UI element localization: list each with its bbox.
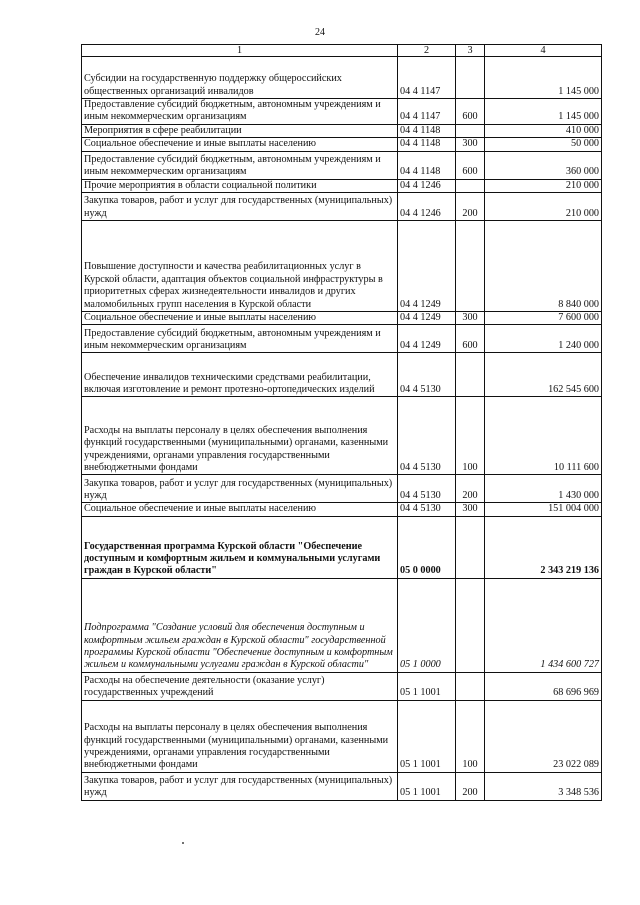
row-code-cell: 04 4 1249 bbox=[398, 221, 456, 312]
budget-table bbox=[81, 44, 602, 801]
row-vr-cell: 600 bbox=[456, 99, 485, 125]
row-vr-cell: 100 bbox=[456, 397, 485, 475]
row-amount-cell: 151 004 000 bbox=[485, 503, 602, 516]
row-code-cell: 04 4 5130 bbox=[398, 475, 456, 503]
row-code-cell: 05 1 1001 bbox=[398, 700, 456, 772]
row-name-cell: Мероприятия в сфере реабилитации bbox=[82, 124, 398, 137]
row-code-cell: 04 4 1147 bbox=[398, 99, 456, 125]
row-code-cell: 04 4 1246 bbox=[398, 179, 456, 192]
header-cell-amount: 4 bbox=[485, 45, 602, 57]
table-row bbox=[82, 475, 602, 503]
table-row bbox=[82, 516, 602, 578]
row-vr-cell: 200 bbox=[456, 193, 485, 221]
row-name-cell: Предоставление субсидий бюджетным, автономным учреждениям и иным некоммерческим организациям bbox=[82, 99, 398, 125]
row-name-cell: Предоставление субсидий бюджетным, автономным учреждениям и иным некоммерческим организациям bbox=[82, 151, 398, 179]
row-name-cell: Расходы на выплаты персоналу в целях обеспечения выполнения функций государственными (муниципальными) органами, казенными учреждениями, органами управления государственными внебюджетными фондами bbox=[82, 700, 398, 772]
row-amount-cell: 210 000 bbox=[485, 193, 602, 221]
row-vr-cell bbox=[456, 179, 485, 192]
row-code-cell: 04 4 1246 bbox=[398, 193, 456, 221]
row-vr-cell bbox=[456, 57, 485, 99]
scan-speck bbox=[182, 842, 184, 844]
table-row bbox=[82, 151, 602, 179]
table-row bbox=[82, 503, 602, 516]
row-name-cell: Обеспечение инвалидов техническими средствами реабилитации, включая изготовление и ремонт протезно-ортопедических изделий bbox=[82, 353, 398, 397]
row-vr-cell: 200 bbox=[456, 772, 485, 800]
row-name-cell: Субсидии на государственную поддержку общероссийских общественных организаций инвалидов bbox=[82, 57, 398, 99]
row-amount-cell: 210 000 bbox=[485, 179, 602, 192]
table-row bbox=[82, 99, 602, 125]
row-code-cell: 05 1 1001 bbox=[398, 772, 456, 800]
row-code-cell: 04 4 5130 bbox=[398, 503, 456, 516]
row-amount-cell: 162 545 600 bbox=[485, 353, 602, 397]
header-cell-vr: 3 bbox=[456, 45, 485, 57]
table-row bbox=[82, 397, 602, 475]
row-name-cell: Социальное обеспечение и иные выплаты населению bbox=[82, 312, 398, 325]
row-amount-cell: 1 430 000 bbox=[485, 475, 602, 503]
table-row bbox=[82, 772, 602, 800]
row-name-cell: Прочие мероприятия в области социальной политики bbox=[82, 179, 398, 192]
table-row bbox=[82, 179, 602, 192]
row-amount-cell: 1 240 000 bbox=[485, 325, 602, 353]
table-row bbox=[82, 124, 602, 137]
row-name-cell: Предоставление субсидий бюджетным, автономным учреждениям и иным некоммерческим организациям bbox=[82, 325, 398, 353]
row-vr-cell bbox=[456, 353, 485, 397]
table-row bbox=[82, 193, 602, 221]
row-code-cell: 04 4 1147 bbox=[398, 57, 456, 99]
row-name-cell: Социальное обеспечение и иные выплаты населению bbox=[82, 503, 398, 516]
table-row bbox=[82, 221, 602, 312]
row-name-cell: Подпрограмма "Создание условий для обеспечения доступным и комфортным жильем граждан в Курской области" государственной программы Курской области "Обеспечение доступным и комфортным жильем и коммунальными услугами граждан в Курской области" bbox=[82, 578, 398, 672]
row-amount-cell: 1 145 000 bbox=[485, 57, 602, 99]
row-vr-cell bbox=[456, 578, 485, 672]
row-amount-cell: 8 840 000 bbox=[485, 221, 602, 312]
row-name-cell: Закупка товаров, работ и услуг для государственных (муниципальных) нужд bbox=[82, 772, 398, 800]
table-row bbox=[82, 578, 602, 672]
table-row bbox=[82, 700, 602, 772]
row-amount-cell: 10 111 600 bbox=[485, 397, 602, 475]
row-amount-cell: 50 000 bbox=[485, 138, 602, 151]
table-header-row bbox=[82, 45, 602, 57]
row-amount-cell: 1 145 000 bbox=[485, 99, 602, 125]
row-name-cell: Закупка товаров, работ и услуг для государственных (муниципальных) нужд bbox=[82, 193, 398, 221]
table-row bbox=[82, 138, 602, 151]
table-row bbox=[82, 325, 602, 353]
row-amount-cell: 3 348 536 bbox=[485, 772, 602, 800]
row-vr-cell: 600 bbox=[456, 151, 485, 179]
row-vr-cell: 300 bbox=[456, 312, 485, 325]
row-code-cell: 05 1 0000 bbox=[398, 578, 456, 672]
row-amount-cell: 410 000 bbox=[485, 124, 602, 137]
table-row bbox=[82, 353, 602, 397]
row-name-cell: Расходы на выплаты персоналу в целях обеспечения выполнения функций государственными (муниципальными) органами, казенными учреждениями, органами управления государственными внебюджетными фондами bbox=[82, 397, 398, 475]
row-amount-cell: 68 696 969 bbox=[485, 672, 602, 700]
row-vr-cell: 100 bbox=[456, 700, 485, 772]
header-cell-code: 2 bbox=[398, 45, 456, 57]
page-number: 24 bbox=[315, 27, 325, 38]
row-code-cell: 04 4 1148 bbox=[398, 138, 456, 151]
table-row bbox=[82, 57, 602, 99]
row-name-cell: Социальное обеспечение и иные выплаты населению bbox=[82, 138, 398, 151]
row-name-cell: Закупка товаров, работ и услуг для государственных (муниципальных) нужд bbox=[82, 475, 398, 503]
row-amount-cell: 23 022 089 bbox=[485, 700, 602, 772]
row-amount-cell: 1 434 600 727 bbox=[485, 578, 602, 672]
row-vr-cell: 300 bbox=[456, 503, 485, 516]
row-code-cell: 05 0 0000 bbox=[398, 516, 456, 578]
row-name-cell: Государственная программа Курской области "Обеспечение доступным и комфортным жильем и коммунальными услугами граждан в Курской области" bbox=[82, 516, 398, 578]
row-amount-cell: 2 343 219 136 bbox=[485, 516, 602, 578]
header-cell-name: 1 bbox=[82, 45, 398, 57]
row-vr-cell bbox=[456, 672, 485, 700]
row-amount-cell: 7 600 000 bbox=[485, 312, 602, 325]
row-vr-cell bbox=[456, 124, 485, 137]
row-name-cell: Повышение доступности и качества реабилитационных услуг в Курской области, адаптация объектов социальной инфраструктуры в приоритетных сферах жизнедеятельности инвалидов и других маломобильных групп населения в Курской области bbox=[82, 221, 398, 312]
row-code-cell: 04 4 1148 bbox=[398, 151, 456, 179]
row-name-cell: Расходы на обеспечение деятельности (оказание услуг) государственных учреждений bbox=[82, 672, 398, 700]
row-amount-cell: 360 000 bbox=[485, 151, 602, 179]
table-row bbox=[82, 312, 602, 325]
row-vr-cell: 600 bbox=[456, 325, 485, 353]
row-vr-cell: 200 bbox=[456, 475, 485, 503]
row-code-cell: 04 4 1249 bbox=[398, 325, 456, 353]
row-vr-cell bbox=[456, 221, 485, 312]
row-code-cell: 04 4 5130 bbox=[398, 353, 456, 397]
row-code-cell: 05 1 1001 bbox=[398, 672, 456, 700]
row-vr-cell bbox=[456, 516, 485, 578]
table-row bbox=[82, 672, 602, 700]
row-code-cell: 04 4 5130 bbox=[398, 397, 456, 475]
row-vr-cell: 300 bbox=[456, 138, 485, 151]
row-code-cell: 04 4 1148 bbox=[398, 124, 456, 137]
row-code-cell: 04 4 1249 bbox=[398, 312, 456, 325]
